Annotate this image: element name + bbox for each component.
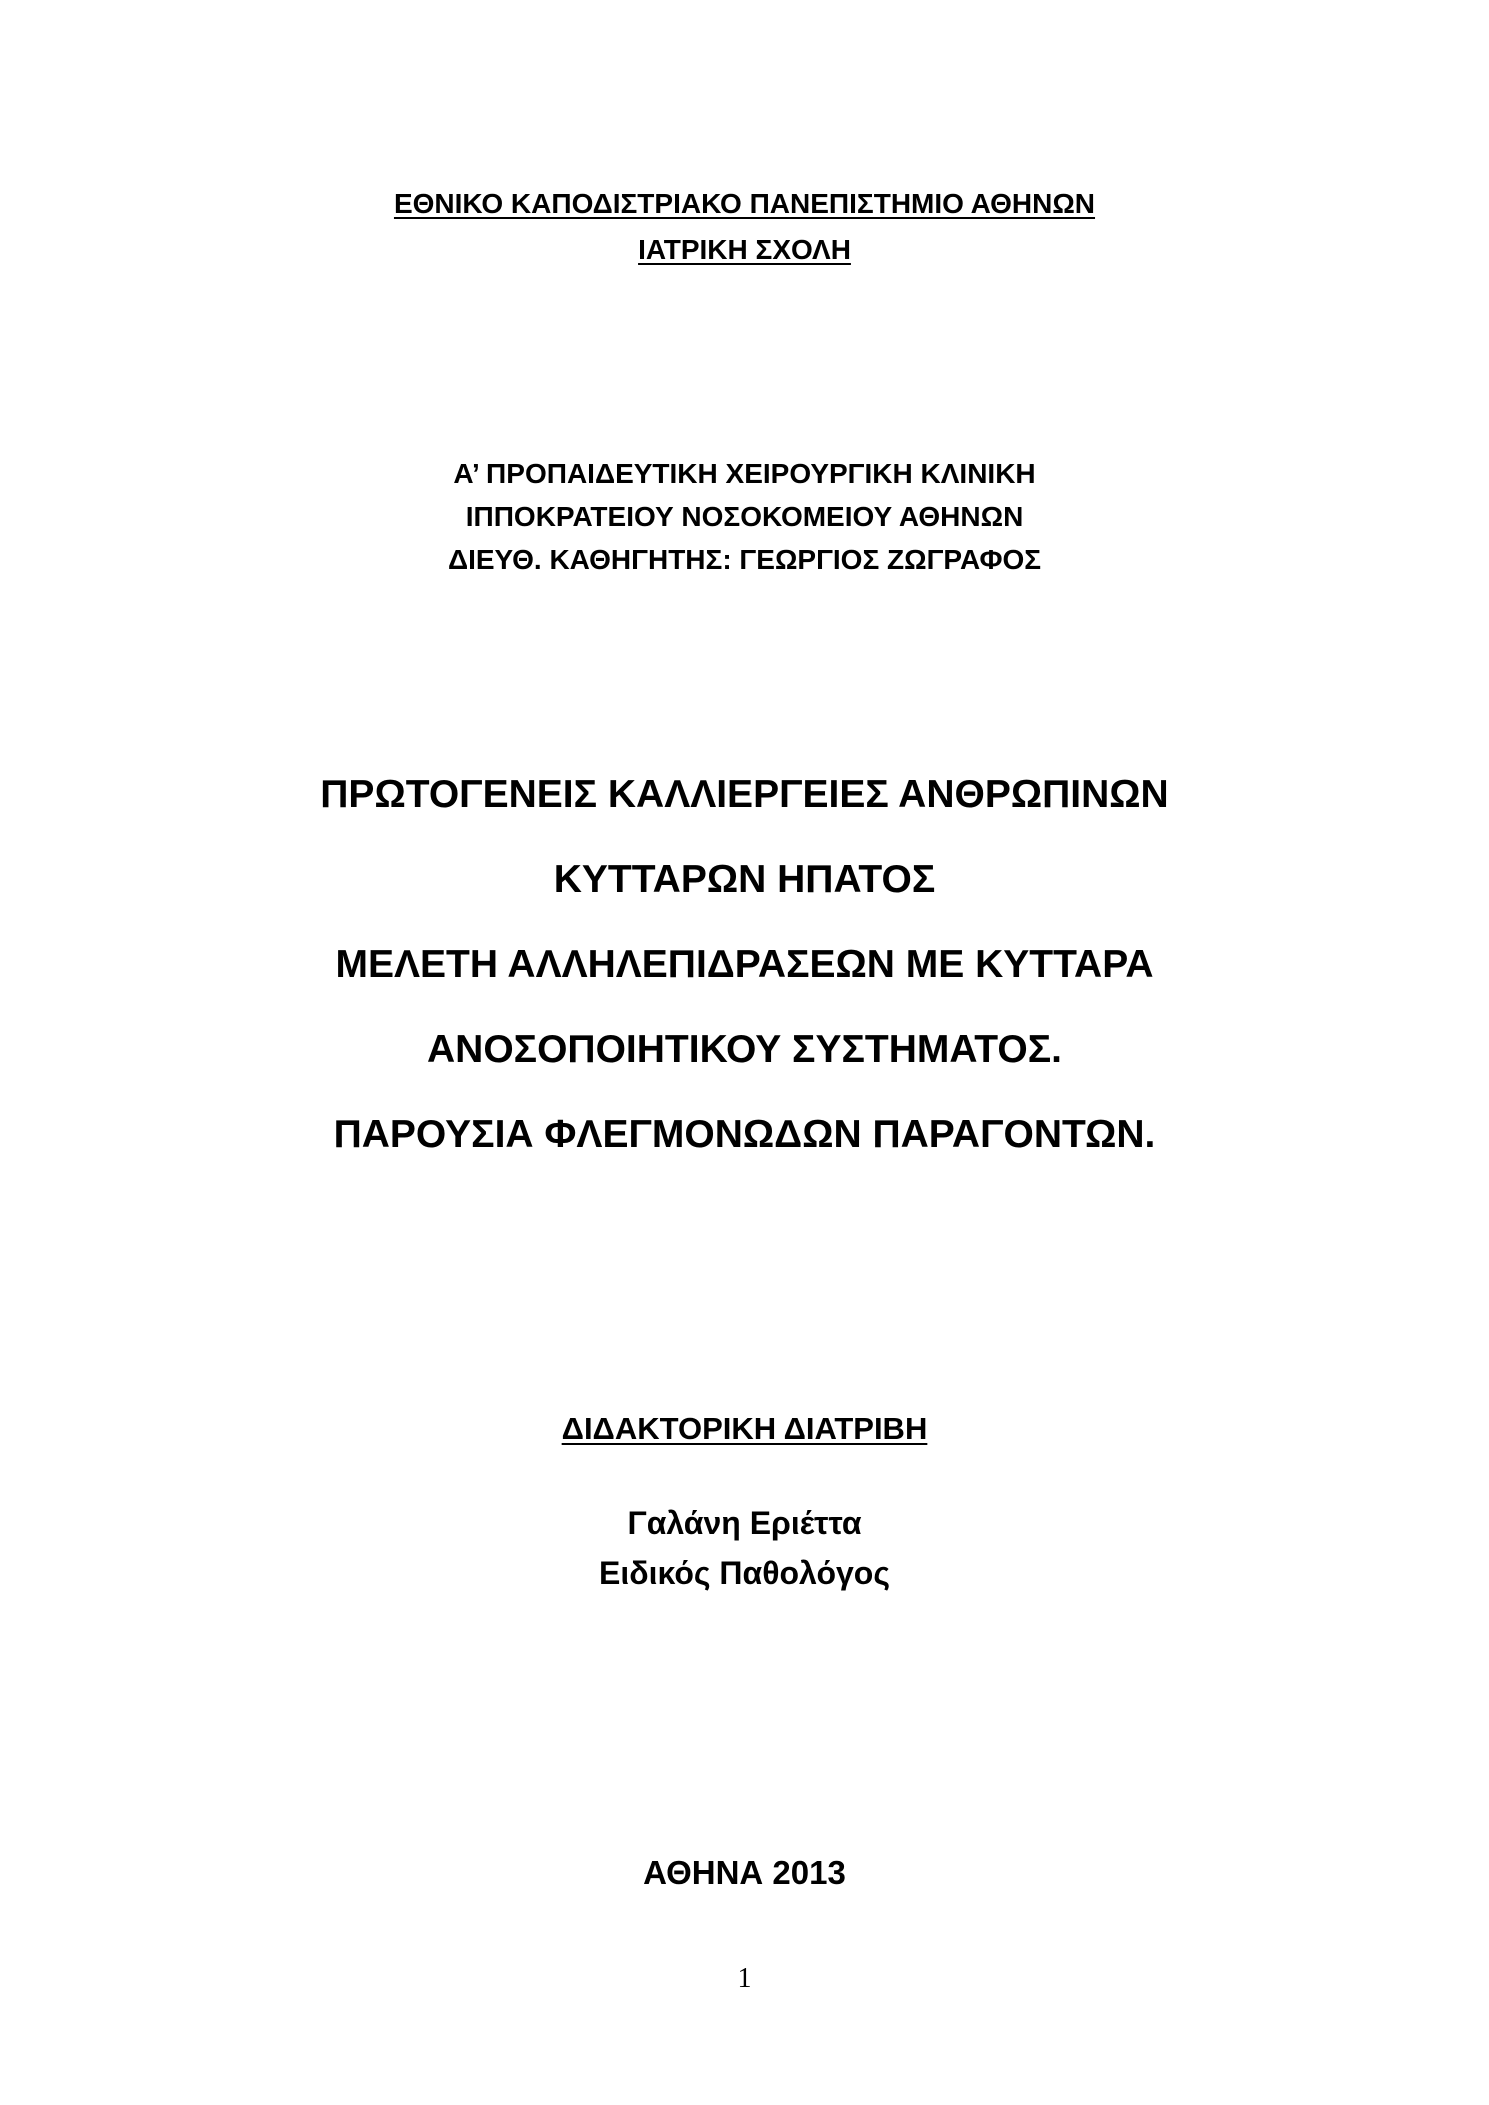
document-type-line <box>0 1413 1489 1444</box>
author-specialty: Ειδικός Παθολόγος <box>599 1555 890 1591</box>
place-year: ΑΘΗΝΑ 2013 <box>643 1854 846 1891</box>
page-number: 1 <box>737 1963 752 1994</box>
thesis-title-line: ΠΑΡΟΥΣΙΑ ΦΛΕΓΜΟΝΩΔΩΝ ΠΑΡΑΓΟΝΤΩΝ. <box>333 1113 1156 1156</box>
school-line <box>0 236 1489 264</box>
thesis-title-line: ΑΝΟΣΟΠΟΙΗΤΙΚΟΥ ΣΥΣΤΗΜΑΤΟΣ. <box>427 1028 1062 1071</box>
school-name: ΙΑΤΡΙΚΗ ΣΧΟΛΗ <box>638 234 851 265</box>
clinic-director-line: ΔΙΕΥΘ. ΚΑΘΗΓΗΤΗΣ: ΓΕΩΡΓΙΟΣ ΖΩΓΡΑΦΟΣ <box>447 544 1042 575</box>
thesis-title-line: ΜΕΛΕΤΗ ΑΛΛΗΛΕΠΙΔΡΑΣΕΩΝ ΜΕ ΚΥΤΤΑΡΑ <box>335 943 1154 986</box>
university-name: ΕΘΝΙΚΟ ΚΑΠΟΔΙΣΤΡΙΑΚΟ ΠΑΝΕΠΙΣΤΗΜΙΟ ΑΘΗΝΩΝ <box>393 188 1096 219</box>
header-block <box>0 190 1489 218</box>
author-name: Γαλάνη Εριέττα <box>627 1505 862 1541</box>
clinic-line-1: Α’ ΠΡΟΠΑΙΔΕΥΤΙΚΗ ΧΕΙΡΟΥΡΓΙΚΗ ΚΛΙΝΙΚΗ <box>453 458 1036 489</box>
clinic-line-2: ΙΠΠΟΚΡΑΤΕΙΟΥ ΝΟΣΟΚΟΜΕΙΟΥ ΑΘΗΝΩΝ <box>465 501 1024 532</box>
thesis-title-line: ΠΡΩΤΟΓΕΝΕΙΣ ΚΑΛΛΙΕΡΓΕΙΕΣ ΑΝΘΡΩΠΙΝΩΝ <box>320 773 1169 816</box>
document-type: ΔΙΔΑΚΤΟΡΙΚΗ ΔΙΑΤΡΙΒΗ <box>561 1411 928 1446</box>
thesis-title-line: ΚΥΤΤΑΡΩΝ ΗΠΑΤΟΣ <box>553 858 936 901</box>
